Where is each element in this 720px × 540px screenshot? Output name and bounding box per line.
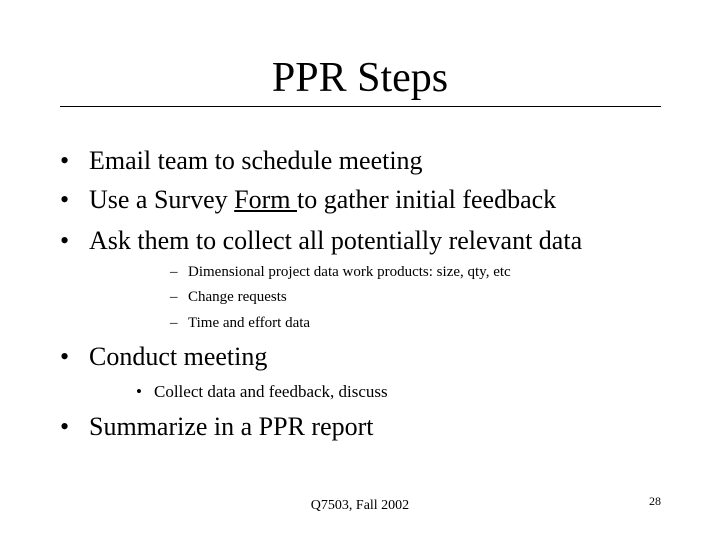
bullet-text: Summarize in a PPR report	[89, 412, 374, 441]
bullet-text: Conduct meeting	[89, 342, 268, 371]
bullet-text-before: Use a Survey	[89, 185, 235, 214]
bullet-text	[89, 184, 556, 216]
sub-bullet-text: Change requests	[188, 289, 287, 305]
page-number: 28	[649, 494, 661, 508]
bullet-text: Email team to schedule meeting	[89, 146, 423, 175]
bullet-mark: •	[60, 412, 70, 441]
dash-mark: –	[170, 315, 178, 331]
dash-mark: –	[170, 264, 178, 280]
bullet-text: Ask them to collect all potentially relevant data	[89, 226, 583, 255]
form-link[interactable]: Form	[234, 185, 297, 214]
bullet-mark: •	[60, 185, 70, 214]
bullet-mark: •	[60, 226, 70, 255]
bullet-text-after: to gather initial feedback	[296, 185, 557, 214]
sub-bullet-text: Collect data and feedback, discuss	[154, 382, 388, 401]
bullet-mark: •	[136, 382, 142, 401]
title-divider	[60, 106, 661, 107]
bullet-mark: •	[60, 342, 70, 371]
sub-bullet-text: Time and effort data	[188, 315, 311, 331]
footer-course: Q7503, Fall 2002	[310, 498, 410, 513]
sub-bullet-text: Dimensional project data work products: size, qty, etc	[188, 264, 511, 280]
dash-mark: –	[170, 289, 178, 305]
bullet-mark: •	[60, 146, 70, 175]
slide-title: PPR Steps	[271, 55, 449, 101]
